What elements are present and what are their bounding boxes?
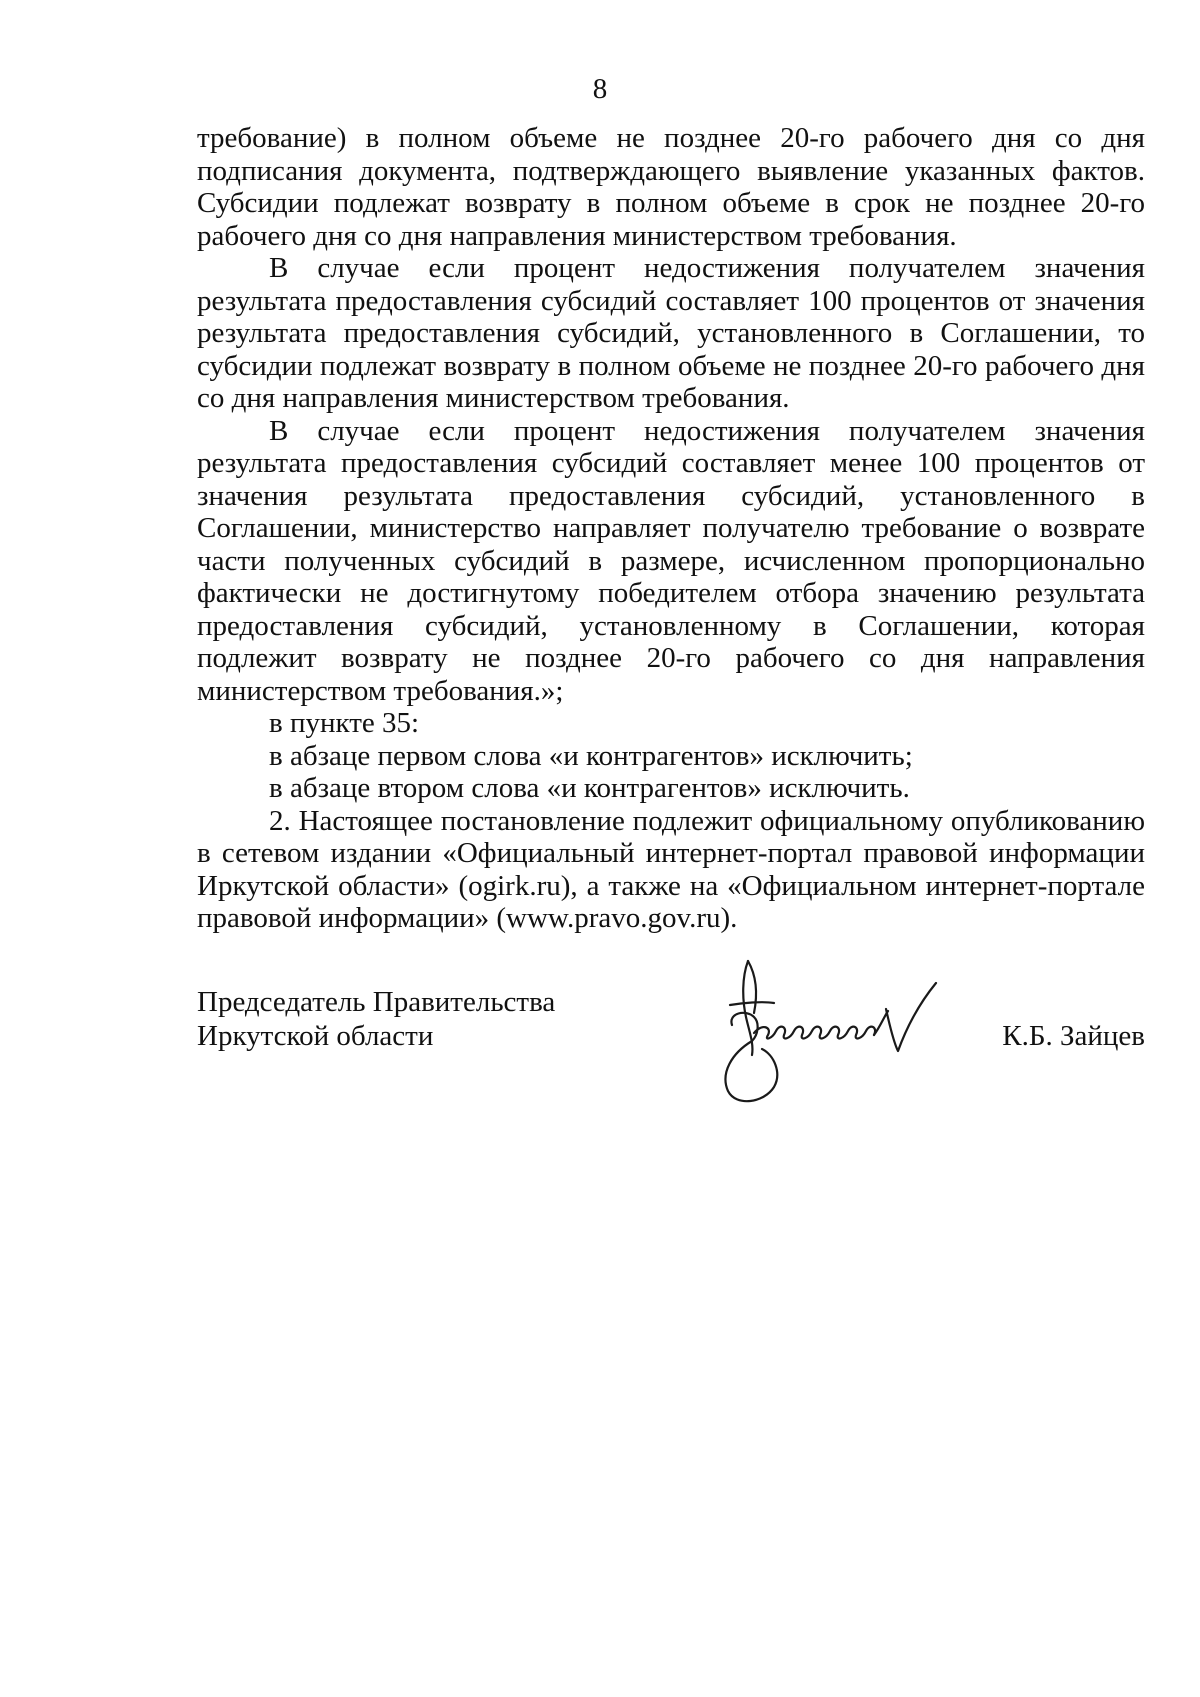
page-number: 8 (592, 73, 608, 105)
paragraph-first-subparagraph: в абзаце первом слова «и контрагентов» исключить; (269, 739, 913, 772)
signatory-title (197, 985, 555, 1053)
paragraph-requirement-continuation: требование) в полном объеме не позднее 20-го рабочего дня со дня подписания документа, подтверждающего выявление указанных фактов. Субсидии подлежат возврату в полном объеме в срок не позднее 20-го рабочего дня со дня направления министерством требования. (197, 122, 1145, 252)
paragraph-full-return: В случае если процент недостижения получателем значения результата предоставления субсидий составляет 100 процентов от значения результата предоставления субсидий, установленного в Соглашении, то субсидии подлежат возврату в полном объеме не позднее 20-го рабочего дня со дня направления министерством требования. (197, 252, 1145, 414)
paragraph-item-35: в пункте 35: (269, 707, 420, 739)
document-body (197, 122, 1145, 935)
handwritten-signature (702, 957, 947, 1107)
paragraph-second-subparagraph: в абзаце втором слова «и контрагентов» исключить. (269, 772, 910, 804)
signature-block (197, 985, 1145, 1115)
signatory-title-line-2: Иркутской области (197, 1020, 434, 1052)
paragraph-publication: 2. Настоящее постановление подлежит официальному опубликованию в сетевом издании «Официальный интернет-портал правовой информации Иркутской области» (ogirk.ru), а также на «Официальном интернет-портале правовой информации» (www.pravo.gov.ru). (197, 804, 1145, 934)
signatory-name: К.Б. Зайцев (1002, 1020, 1145, 1052)
paragraph-partial-return: В случае если процент недостижения получателем значения результата предоставления субсидий составляет менее 100 процентов от значения результата предоставления субсидий, установленного в Соглашении, министерство направляет получателю требование о возврате части полученных субсидий в размере, исчисленном пропорционально фактически не достигнутому победителем отбора значению результата предоставления субсидий, установленному в Соглашении, которая подлежит возврату не позднее 20-го рабочего со дня направления министерством требования.»; (197, 414, 1145, 707)
signatory-title-line-1: Председатель Правительства (197, 986, 556, 1018)
